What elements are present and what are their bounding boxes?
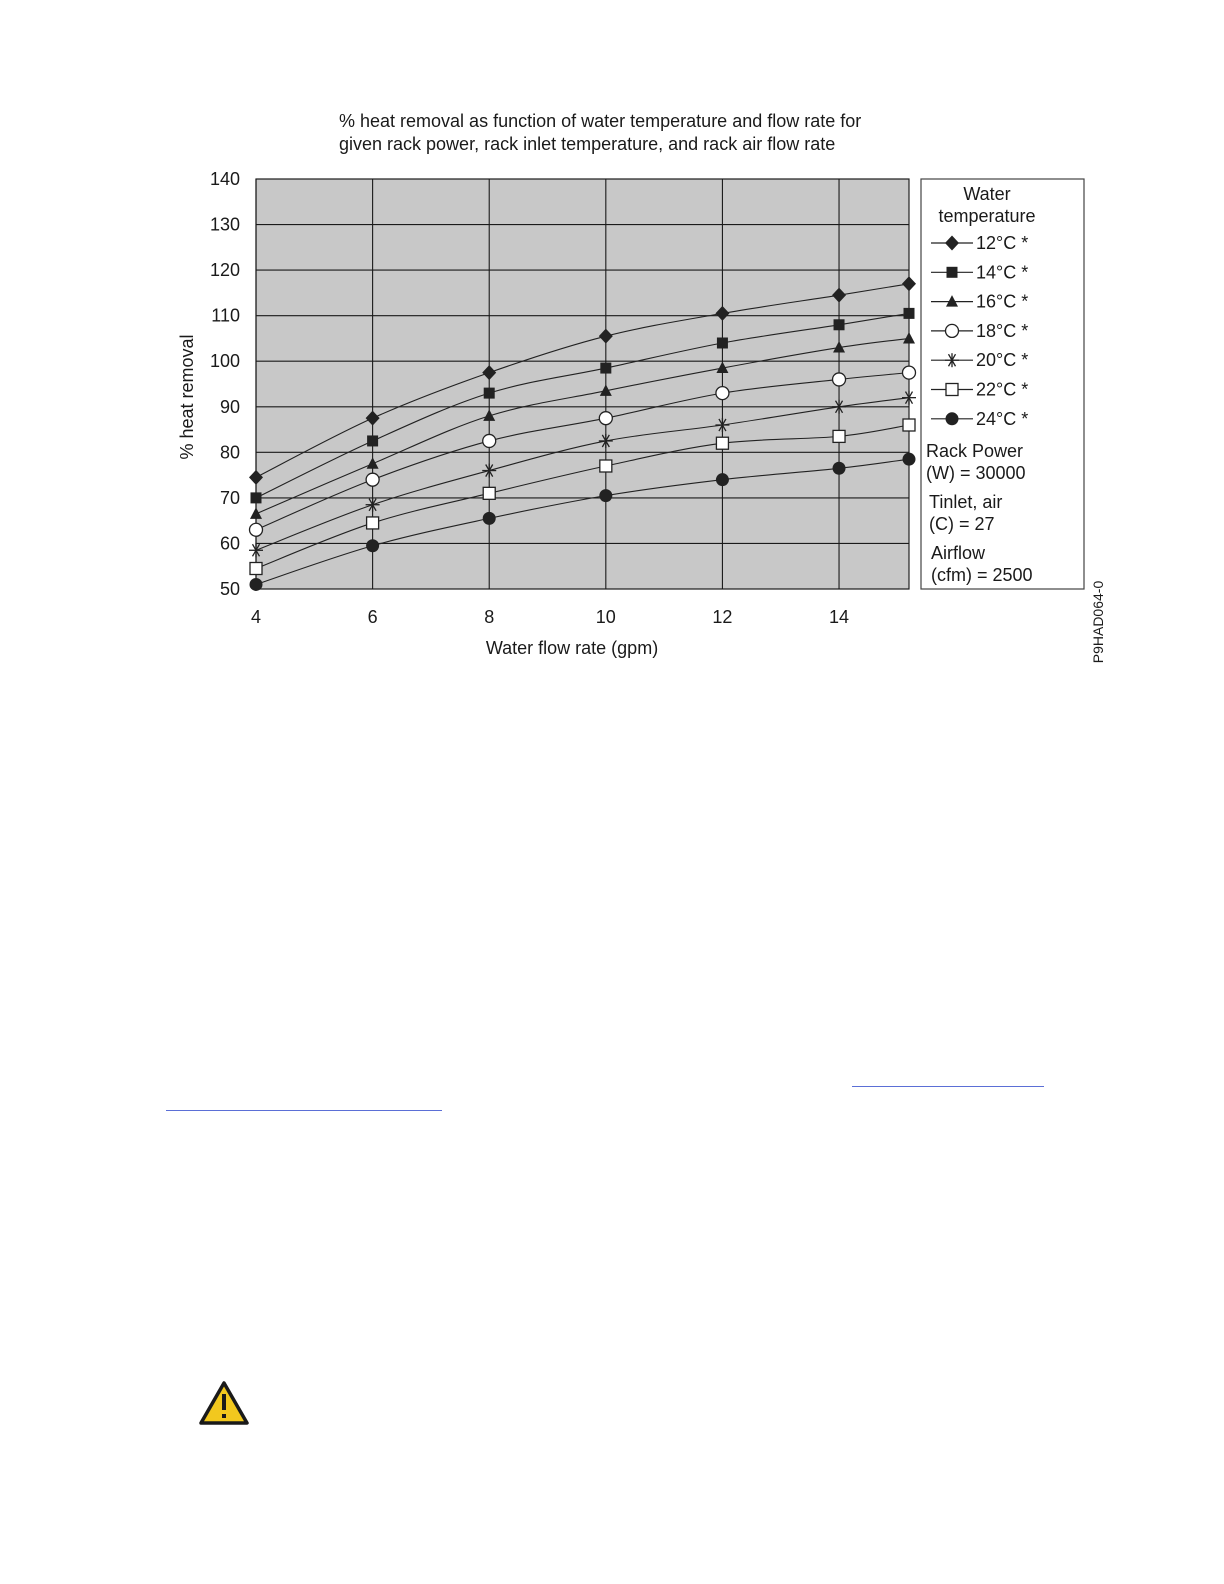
- x-tick-label: 4: [250, 607, 262, 627]
- legend-note: Tinlet, air: [929, 492, 1003, 512]
- x-axis-ticks: [251, 607, 849, 627]
- legend-label: 22°C *: [976, 379, 1029, 400]
- legend-note: (W) = 30000: [926, 463, 1026, 483]
- legend-label: 20°C *: [976, 350, 1029, 371]
- data-point: [599, 489, 612, 502]
- data-point: [250, 563, 262, 575]
- data-point: [484, 388, 495, 399]
- y-tick-label: 80: [219, 442, 240, 463]
- plot-area: [256, 179, 909, 589]
- x-tick-label: 14: [829, 607, 850, 627]
- legend-marker: [946, 412, 959, 425]
- y-tick-label: 140: [209, 169, 240, 189]
- x-tick-label: 8: [484, 607, 495, 627]
- link-underline[interactable]: [852, 1086, 1044, 1087]
- data-point: [483, 512, 496, 525]
- legend-title: temperature: [938, 206, 1036, 226]
- data-point: [833, 373, 846, 386]
- data-point: [904, 308, 915, 319]
- legend-note: (cfm) = 2500: [931, 565, 1033, 585]
- data-point: [834, 319, 845, 330]
- data-point: [903, 366, 916, 379]
- y-tick-label: 100: [209, 351, 240, 372]
- data-point: [903, 419, 915, 431]
- y-tick-label: 90: [219, 396, 240, 417]
- data-point: [716, 437, 728, 449]
- data-point: [599, 412, 612, 425]
- y-tick-label: 70: [219, 487, 240, 508]
- data-point: [250, 578, 263, 591]
- legend-note: Airflow: [931, 543, 986, 563]
- legend-note: (C) = 27: [929, 514, 995, 534]
- data-point: [250, 523, 263, 536]
- y-tick-label: 60: [219, 533, 240, 554]
- chart-title-line: % heat removal as function of water temperature and flow rate for: [339, 111, 862, 131]
- x-tick-label: 6: [367, 607, 378, 627]
- y-tick-label: 50: [219, 579, 240, 599]
- data-point: [600, 363, 611, 374]
- data-point: [716, 387, 729, 400]
- data-point: [600, 460, 612, 472]
- data-point: [716, 473, 729, 486]
- warning-icon: [198, 1380, 250, 1426]
- legend-label: 18°C *: [976, 320, 1029, 341]
- data-point: [483, 487, 495, 499]
- y-tick-label: 130: [209, 214, 240, 235]
- data-point: [717, 338, 728, 349]
- legend: [921, 179, 1084, 589]
- data-point: [366, 539, 379, 552]
- legend-label: 12°C *: [976, 233, 1029, 253]
- chart-title: [339, 111, 861, 154]
- figure-id: P9HAD064-0: [1090, 580, 1106, 664]
- data-point: [251, 492, 262, 503]
- data-point: [833, 462, 846, 475]
- y-axis-ticks: [210, 169, 240, 599]
- y-tick-label: 110: [211, 305, 240, 326]
- legend-label: 16°C *: [976, 291, 1029, 312]
- link-underline[interactable]: [166, 1110, 442, 1111]
- legend-marker: [946, 384, 958, 396]
- legend-label: 24°C *: [976, 408, 1029, 429]
- legend-marker: [947, 267, 958, 278]
- legend-label: 14°C *: [976, 262, 1029, 283]
- data-point: [366, 473, 379, 486]
- x-tick-label: 10: [595, 607, 616, 627]
- data-point: [833, 430, 845, 442]
- data-point: [903, 453, 916, 466]
- legend-marker: [946, 324, 959, 337]
- data-point: [367, 435, 378, 446]
- x-axis-label: Water flow rate (gpm): [485, 638, 659, 658]
- legend-note: Rack Power: [926, 441, 1024, 461]
- y-tick-label: 120: [209, 260, 240, 281]
- chart-title-line: given rack power, rack inlet temperature, and rack air flow rate: [339, 134, 836, 154]
- data-point: [367, 517, 379, 529]
- y-axis-label: % heat removal: [177, 334, 197, 460]
- legend-title: Water: [963, 184, 1011, 204]
- x-tick-label: 12: [712, 607, 733, 627]
- data-point: [483, 434, 496, 447]
